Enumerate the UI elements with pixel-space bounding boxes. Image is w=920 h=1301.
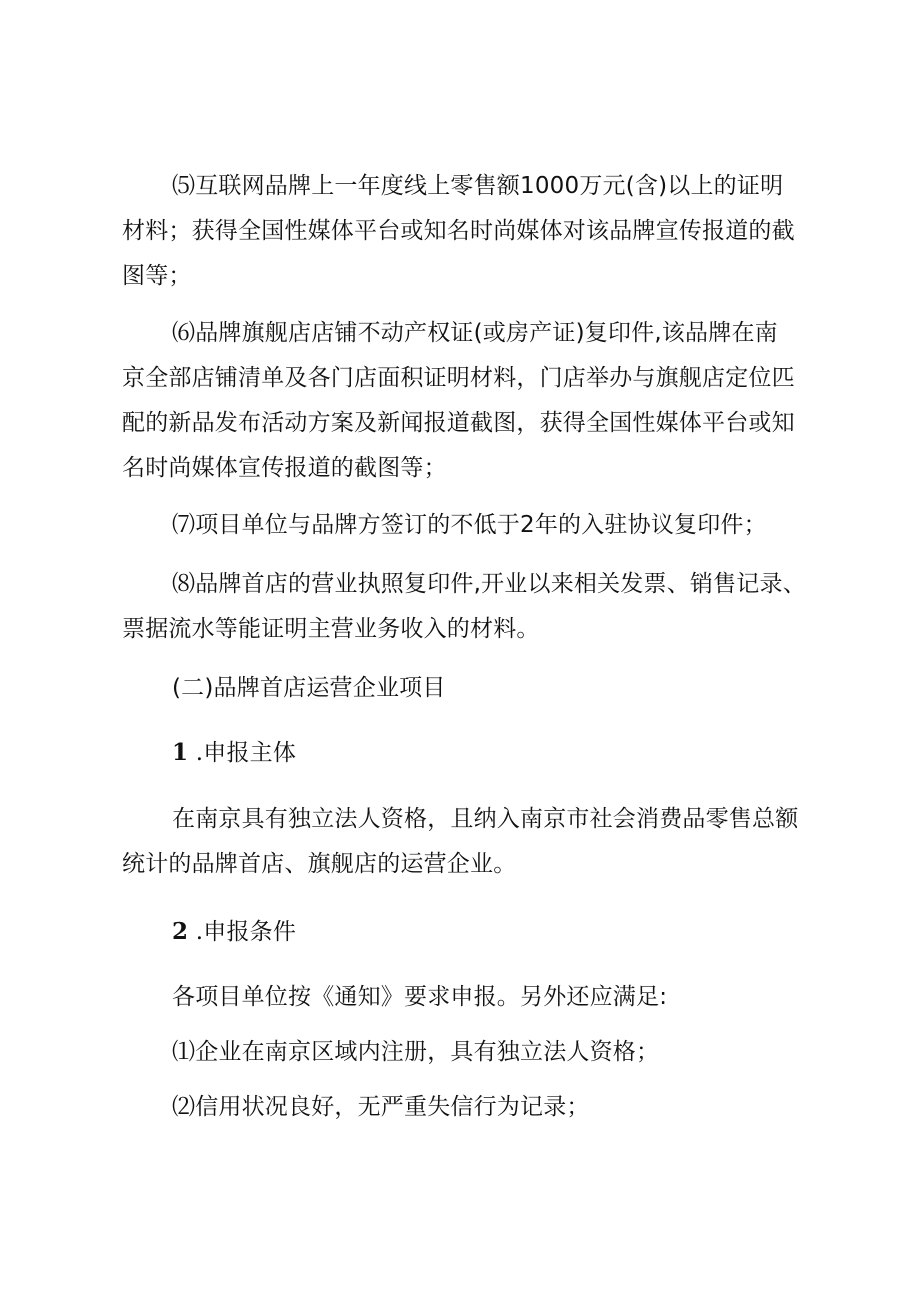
item-6-line-2: 京全部店铺清单及各门店面积证明材料，门店举办与旗舰店定位匹	[122, 365, 795, 391]
subsection-2-condition-1: ⑴企业在南京区域内注册，具有独立法人资格；	[172, 1039, 660, 1065]
item-6-line-3: 配的新品发布活动方案及新闻报道截图，获得全国性媒体平台或知	[122, 410, 795, 436]
subsection-2-number: 2	[172, 918, 189, 945]
item-5-line-1: ⑸互联网品牌上一年度线上零售额1000万元(含)以上的证明	[172, 173, 784, 199]
item-6-line-1: ⑹品牌旗舰店店铺不动产权证(或房产证)复印件,该品牌在南	[172, 320, 778, 346]
subsection-1-label: .申报主体	[195, 740, 297, 766]
subsection-1-line-2: 统计的品牌首店、旗舰店的运营企业。	[122, 851, 517, 877]
item-5-line-2: 材料；获得全国性媒体平台或知名时尚媒体对该品牌宣传报道的截	[122, 218, 795, 244]
item-8-line-1: ⑻品牌首店的营业执照复印件,开业以来相关发票、销售记录、	[172, 571, 806, 597]
item-8-line-2: 票据流水等能证明主营业务收入的材料。	[122, 616, 540, 642]
subsection-2-intro: 各项目单位按《通知》要求申报。另外还应满足:	[172, 984, 668, 1010]
subsection-1-heading	[172, 738, 296, 768]
item-6-line-4: 名时尚媒体宣传报道的截图等；	[122, 455, 447, 481]
item-7-line-1: ⑺项目单位与品牌方签订的不低于2年的入驻协议复印件；	[172, 512, 767, 538]
subsection-2-heading	[172, 917, 296, 947]
item-5-line-3: 图等；	[122, 263, 192, 289]
subsection-1-line-1: 在南京具有独立法人资格，且纳入南京市社会消费品零售总额	[172, 806, 799, 832]
subsection-2-label: .申报条件	[195, 919, 297, 945]
subsection-2-condition-2: ⑵信用状况良好，无严重失信行为记录；	[172, 1094, 590, 1120]
section-2-title: (二)品牌首店运营企业项目	[172, 675, 446, 701]
subsection-1-number: 1	[172, 739, 189, 766]
